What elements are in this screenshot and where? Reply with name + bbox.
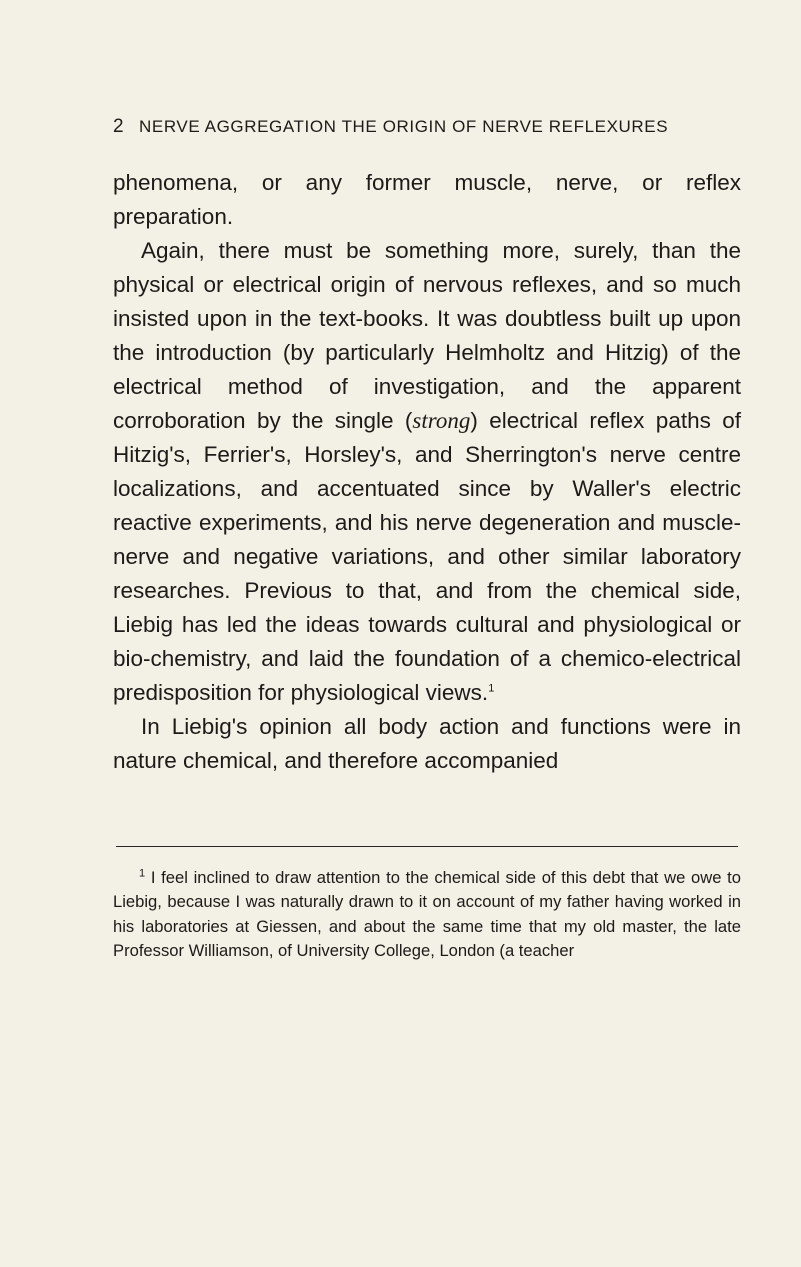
running-head bbox=[113, 116, 713, 138]
body-text bbox=[113, 166, 741, 778]
paragraph-2 bbox=[113, 234, 741, 710]
footnote-reference: 1 bbox=[488, 682, 495, 695]
paragraph-3: In Liebig's opinion all body action and functions were in nature chemical, and therefore accompanied bbox=[113, 714, 741, 773]
italic-strong: strong bbox=[412, 408, 471, 433]
paragraph-2-text-b: ) electrical reflex paths of Hitzig's, Ferrier's, Horsley's, and Sherrington's nerve centre localizations, and accentuated since by Waller's electric reactive experiments, and his nerve degeneration and muscle-nerve and negative variations, and other similar laboratory researches. Previous to that, and from the chemical side, Liebig has led the ideas towards cultural and physiological or bio-chemistry, and laid the foundation of a chemico-electrical predisposition for physiological views. bbox=[113, 408, 741, 705]
paragraph-2-text-a: Again, there must be something more, surely, than the physical or electrical origin of nervous reflexes, and so much insisted upon in the text-books. It was doubtless built up upon the introduction (by particularly Helmholtz and Hitzig) of the electrical method of investigation, and the apparent corroboration by the single ( bbox=[113, 238, 741, 433]
page-number: 2 bbox=[113, 116, 125, 137]
footnote-divider bbox=[116, 846, 738, 847]
footnote bbox=[113, 866, 741, 964]
paragraph-1: phenomena, or any former muscle, nerve, or reflex preparation. bbox=[113, 170, 741, 229]
footnote-text: I feel inclined to draw attention to the chemical side of this debt that we owe to Liebig, because I was naturally drawn to it on account of my father having worked in his laboratories at Giessen, and about the same time that my old master, the late Professor Williamson, of University College, London (a teacher bbox=[113, 868, 741, 961]
footnote-marker: 1 bbox=[139, 867, 146, 880]
running-title: NERVE AGGREGATION THE ORIGIN OF NERVE REFLEXURES bbox=[139, 117, 669, 136]
